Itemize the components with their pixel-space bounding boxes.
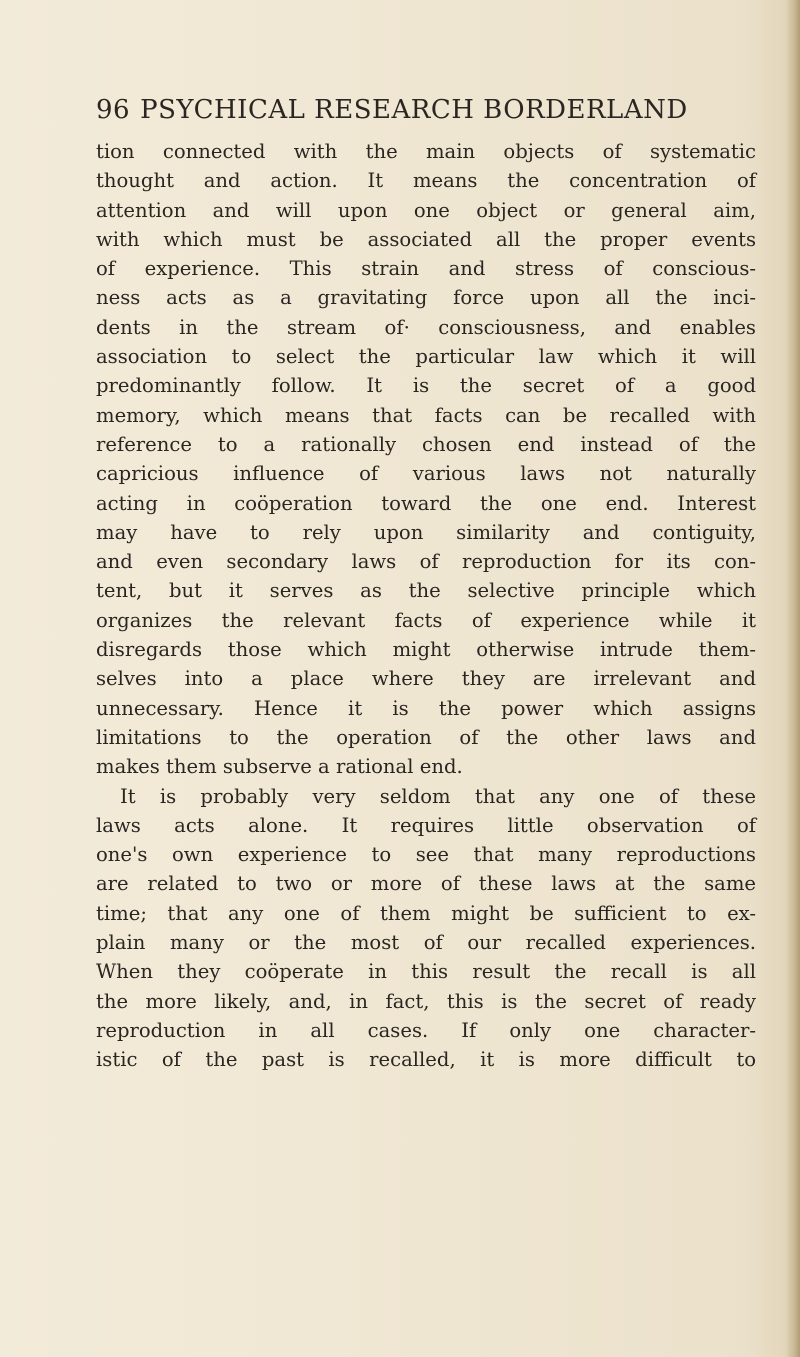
running-title: PSYCHICAL RESEARCH BORDERLAND [140,95,688,125]
text-line: memory, which means that facts can be recalled with [96,403,756,427]
text-line: organizes the relevant facts of experience while it [96,608,756,632]
text-line: acting in coöperation toward the one end. Interest [96,491,756,515]
text-line: and even secondary laws of reproduction for its con- [96,550,756,574]
text-line: makes them subserve a rational end. [96,755,463,779]
text-line: laws acts alone. It requires little observation of [96,813,756,837]
text-line: attention and will upon one object or general aim, [96,198,756,222]
text-line: tent, but it serves as the selective principle which [96,579,756,603]
text-line: association to select the particular law which it will [96,345,756,369]
paragraph-1 [96,137,756,782]
text-line: It is probably very seldom that any one of these [120,784,756,808]
text-line: disregards those which might otherwise intrude them- [96,638,756,662]
running-head [96,95,756,125]
text-line: tion connected with the main objects of systematic [96,140,756,163]
text-line: thought and action. It means the concentration of [96,169,756,193]
text-line: the more likely, and, in fact, this is the secret of ready [96,989,756,1013]
text-line: with which must be associated all the proper events [96,227,756,251]
paragraph-2 [96,782,756,1075]
page-number: 96 [96,95,131,125]
text-line: istic of the past is recalled, it is more difficult to [96,1048,756,1072]
text-line: ness acts as a gravitating force upon all the inci- [96,286,756,310]
text-line: selves into a place where they are irrelevant and [96,667,756,691]
text-line: one's own experience to see that many reproductions [96,843,756,867]
text-line: of experience. This strain and stress of conscious- [96,257,756,281]
text-line: dents in the stream of· consciousness, and enables [96,315,756,339]
page-spine-edge [786,0,800,1357]
text-line: time; that any one of them might be sufficient to ex- [96,901,756,925]
text-line: reference to a rationally chosen end instead of the [96,432,756,456]
text-line: are related to two or more of these laws at the same [96,872,756,896]
text-line: limitations to the operation of the other laws and [96,725,756,749]
text-line: may have to rely upon similarity and contiguity, [96,520,756,544]
text-line: plain many or the most of our recalled experiences. [96,931,756,955]
text-line: capricious influence of various laws not naturally [96,462,756,486]
text-line: unnecessary. Hence it is the power which assigns [96,696,756,720]
text-line: predominantly follow. It is the secret of a good [96,374,756,398]
body-text [96,137,756,1075]
text-line: When they coöperate in this result the recall is all [96,960,756,984]
text-line: reproduction in all cases. If only one character- [96,1018,756,1042]
